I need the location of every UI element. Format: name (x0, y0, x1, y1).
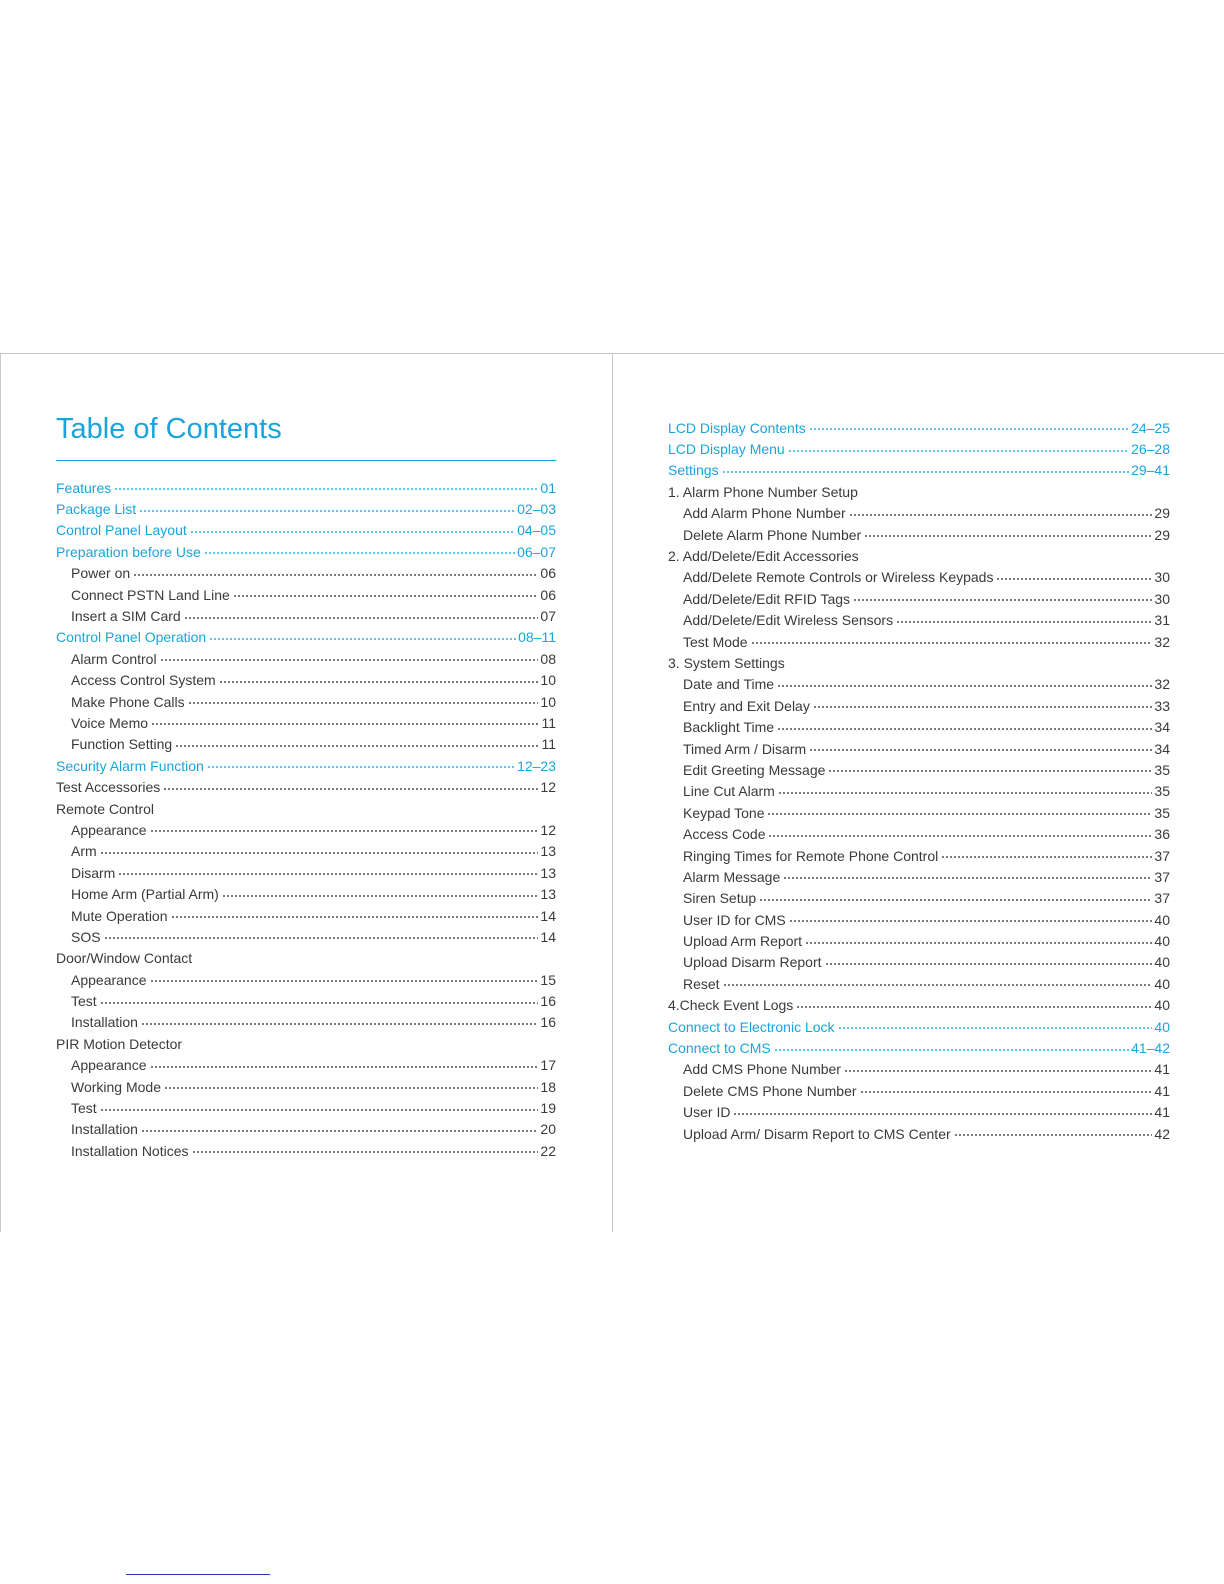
toc-entry[interactable] (56, 1012, 556, 1033)
toc-entry-page: 29 (1154, 526, 1170, 543)
toc-entry-label: Ringing Times for Remote Phone Control (683, 847, 939, 864)
dot-leader (219, 681, 539, 683)
toc-entry-label: Disarm (71, 864, 116, 881)
dot-leader (100, 852, 539, 854)
toc-entry[interactable] (668, 567, 1170, 588)
dot-leader (150, 980, 539, 982)
toc-entry-label: Test (71, 1100, 97, 1117)
toc-entry-label: Backlight Time (683, 719, 775, 736)
toc-entry-label: Delete CMS Phone Number (683, 1082, 857, 1099)
toc-entry[interactable] (668, 995, 1170, 1016)
dot-leader (150, 1066, 539, 1068)
toc-entry-page: 30 (1154, 569, 1170, 586)
toc-entry-label: Security Alarm Function (56, 757, 204, 774)
toc-entry-page: 10 (540, 672, 556, 689)
toc-entry[interactable] (668, 1102, 1170, 1123)
toc-entry-label: Installation Notices (71, 1142, 189, 1159)
toc-entry-label: Alarm Message (683, 868, 781, 885)
toc-entry-label: Access Control System (71, 672, 216, 689)
toc-entry-page: 06 (540, 586, 556, 603)
toc-entry[interactable] (56, 841, 556, 862)
toc-entry[interactable] (668, 460, 1170, 481)
dot-leader (796, 1006, 1152, 1008)
dot-leader (805, 942, 1152, 944)
toc-entry[interactable] (668, 588, 1170, 609)
toc-entry-page: 34 (1154, 740, 1170, 757)
toc-entry-label: Connect to Electronic Lock (668, 1018, 835, 1035)
toc-entry-label: Make Phone Calls (71, 693, 185, 710)
toc-entry-label: Control Panel Operation (56, 629, 207, 646)
toc-entry[interactable] (668, 716, 1170, 737)
toc-entry-page: 18 (540, 1078, 556, 1095)
toc-entry-page: 29 (1154, 505, 1170, 522)
toc-entry[interactable] (668, 481, 1170, 502)
toc-entry-page: 14 (540, 928, 556, 945)
toc-entry-page: 37 (1154, 890, 1170, 907)
toc-entry-page: 24–25 (1131, 419, 1170, 436)
toc-entry-label: Appearance (71, 1057, 147, 1074)
toc-entry[interactable] (668, 610, 1170, 631)
toc-entry-label: Function Setting (71, 736, 173, 753)
toc-entry[interactable] (56, 712, 556, 733)
toc-entry-page: 02–03 (517, 501, 556, 518)
toc-entry-page: 17 (540, 1057, 556, 1074)
toc-entry-label: Add/Delete/Edit Wireless Sensors (683, 612, 894, 629)
dot-leader (151, 723, 539, 725)
toc-entry-label: Mute Operation (71, 907, 168, 924)
toc-entry-page: 40 (1154, 1018, 1170, 1035)
dot-leader (184, 617, 539, 619)
toc-entry[interactable] (56, 498, 556, 519)
dot-leader (733, 1113, 1152, 1115)
toc-entry-page: 35 (1154, 783, 1170, 800)
toc-entry-page: 41 (1154, 1104, 1170, 1121)
toc-entry-page: 22 (540, 1142, 556, 1159)
toc-entry-page: 15 (540, 971, 556, 988)
dot-leader (150, 830, 539, 832)
toc-entry[interactable] (56, 563, 556, 584)
toc-entry[interactable] (668, 738, 1170, 759)
toc-entry[interactable] (668, 438, 1170, 459)
toc-entry-page: 35 (1154, 804, 1170, 821)
dot-leader (813, 706, 1153, 708)
toc-entry[interactable] (668, 417, 1170, 438)
dot-leader (192, 1151, 539, 1153)
toc-entry-label: Preparation before Use (56, 543, 201, 560)
dot-leader (188, 702, 539, 704)
toc-entry-page: 37 (1154, 847, 1170, 864)
toc-entry-label: Timed Arm / Disarm (683, 740, 807, 757)
toc-entry-label: Appearance (71, 971, 147, 988)
dot-leader (100, 1109, 539, 1111)
toc-entry-page: 13 (540, 864, 556, 881)
toc-entry-page: 12–23 (517, 757, 556, 774)
toc-entry[interactable] (56, 520, 556, 541)
toc-entry-label: Package List (56, 501, 137, 518)
toc-entry-page: 37 (1154, 868, 1170, 885)
toc-entry[interactable] (56, 734, 556, 755)
toc-entry-label: 3. System Settings (668, 654, 785, 671)
title-underline (56, 460, 556, 461)
toc-entry-label: Upload Arm/ Disarm Report to CMS Center (683, 1125, 951, 1142)
dot-leader (160, 659, 539, 661)
toc-entry[interactable] (668, 652, 1170, 673)
toc-entry-page: 41 (1154, 1061, 1170, 1078)
toc-entry-page: 16 (540, 993, 556, 1010)
toc-entry[interactable] (668, 781, 1170, 802)
toc-entry[interactable] (668, 631, 1170, 652)
toc-entry-page: 12 (540, 821, 556, 838)
dot-leader (777, 685, 1152, 687)
toc-entry-label: Add CMS Phone Number (683, 1061, 841, 1078)
toc-entry-label: Home Arm (Partial Arm) (71, 886, 219, 903)
toc-entry[interactable] (668, 930, 1170, 951)
toc-entry[interactable] (56, 926, 556, 947)
toc-entry[interactable] (56, 584, 556, 605)
toc-entry[interactable] (56, 1055, 556, 1076)
dot-leader (222, 895, 539, 897)
dot-leader (789, 920, 1153, 922)
dot-leader (860, 1091, 1153, 1093)
toc-entry-label: Insert a SIM Card (71, 608, 181, 625)
toc-entry-page: 32 (1154, 633, 1170, 650)
toc-entry[interactable] (56, 477, 556, 498)
toc-entry-page: 33 (1154, 697, 1170, 714)
toc-entry-page: 08–11 (518, 629, 556, 646)
toc-entry-page: 10 (540, 693, 556, 710)
toc-entry-label: Appearance (71, 821, 147, 838)
toc-entry-label: Control Panel Layout (56, 522, 187, 539)
toc-entry[interactable] (56, 969, 556, 990)
toc-entry[interactable] (668, 695, 1170, 716)
toc-entry-page: 32 (1154, 676, 1170, 693)
dot-leader (783, 877, 1152, 879)
dot-leader (233, 595, 539, 597)
toc-entry-label: Upload Disarm Report (683, 954, 822, 971)
toc-entry-page: 01 (540, 479, 556, 496)
toc-entry[interactable] (668, 866, 1170, 887)
dot-leader (723, 984, 1153, 986)
toc-entry-label: 1. Alarm Phone Number Setup (668, 483, 858, 500)
dot-leader (954, 1134, 1153, 1136)
dot-leader (996, 578, 1152, 580)
toc-entry[interactable] (56, 990, 556, 1011)
book-spread (0, 353, 1224, 1232)
toc-entry[interactable] (56, 605, 556, 626)
toc-entry-label: Add/Delete Remote Controls or Wireless Keypads (683, 569, 994, 586)
toc-entry[interactable] (56, 1076, 556, 1097)
dot-leader (118, 873, 538, 875)
dot-leader (768, 835, 1152, 837)
toc-entry[interactable] (668, 909, 1170, 930)
dot-leader (139, 510, 515, 512)
toc-entry[interactable] (668, 674, 1170, 695)
dot-leader (864, 535, 1152, 537)
toc-entry-label: PIR Motion Detector (56, 1035, 183, 1052)
toc-entry-label: Access Code (683, 826, 766, 843)
toc-entry-label: User ID (683, 1104, 731, 1121)
dot-leader (204, 552, 515, 554)
toc-entry-label: 2. Add/Delete/Edit Accessories (668, 548, 859, 565)
dot-leader (838, 1027, 1153, 1029)
toc-entry[interactable] (56, 1033, 556, 1054)
toc-entry-label: Edit Greeting Message (683, 761, 826, 778)
toc-entry-label: LCD Display Contents (668, 419, 806, 436)
dot-leader (133, 574, 538, 576)
toc-entry-page: 41–42 (1131, 1040, 1170, 1057)
toc-entry-label: Installation (71, 1121, 138, 1138)
toc-entry[interactable] (668, 503, 1170, 524)
dot-leader (809, 428, 1129, 430)
dot-leader (896, 621, 1152, 623)
toc-entry-label: Connect PSTN Land Line (71, 586, 230, 603)
page-divider (612, 354, 613, 1232)
toc-entry-label: Siren Setup (683, 890, 757, 907)
dot-leader (722, 471, 1129, 473)
toc-entry-label: Settings (668, 462, 719, 479)
toc-entry-page: 06–07 (517, 543, 556, 560)
toc-entry-label: 4.Check Event Logs (668, 997, 794, 1014)
toc-entry[interactable] (56, 755, 556, 776)
toc-entry-page: 36 (1154, 826, 1170, 843)
toc-entry-label: Alarm Control (71, 650, 157, 667)
dot-leader (788, 450, 1129, 452)
toc-entry[interactable] (56, 905, 556, 926)
toc-entry-label: Reset (683, 975, 720, 992)
dot-leader (209, 638, 516, 640)
toc-entry-label: Features (56, 479, 112, 496)
toc-entry[interactable] (668, 1123, 1170, 1144)
toc-entry[interactable] (56, 776, 556, 797)
toc-entry-page: 29–41 (1131, 462, 1170, 479)
toc-entry[interactable] (668, 845, 1170, 866)
toc-entry[interactable] (56, 883, 556, 904)
dot-leader (171, 916, 539, 918)
toc-entry[interactable] (56, 648, 556, 669)
toc-entry[interactable] (56, 798, 556, 819)
toc-entry-page: 04–05 (517, 522, 556, 539)
toc-entry-page: 35 (1154, 761, 1170, 778)
toc-entry[interactable] (668, 524, 1170, 545)
dot-leader (853, 599, 1152, 601)
toc-entry-label: Power on (71, 565, 131, 582)
toc-entry-label: Door/Window Contact (56, 950, 193, 967)
dot-leader (849, 514, 1153, 516)
toc-entry[interactable] (668, 1037, 1170, 1058)
toc-entry[interactable] (56, 1119, 556, 1140)
toc-entry-label: Installation (71, 1014, 138, 1031)
dot-leader (774, 1049, 1129, 1051)
toc-entry[interactable] (668, 759, 1170, 780)
dot-leader (100, 1002, 539, 1004)
dot-leader (825, 963, 1153, 965)
toc-entry[interactable] (668, 973, 1170, 994)
dot-leader (751, 642, 1153, 644)
dot-leader (141, 1023, 538, 1025)
toc-entry-page: 40 (1154, 975, 1170, 992)
left-page-edge (0, 354, 1, 1232)
toc-entry[interactable] (56, 691, 556, 712)
toc-entry[interactable] (668, 888, 1170, 909)
toc-entry-page: 31 (1154, 612, 1170, 629)
bottom-link-underline (126, 1574, 270, 1575)
toc-entry-page: 20 (540, 1121, 556, 1138)
dot-leader (759, 899, 1152, 901)
toc-right-column (668, 417, 1170, 1144)
toc-entry[interactable] (56, 627, 556, 648)
toc-entry-page: 40 (1154, 954, 1170, 971)
dot-leader (207, 766, 515, 768)
toc-entry-label: Add Alarm Phone Number (683, 505, 846, 522)
dot-leader (104, 937, 539, 939)
toc-entry[interactable] (56, 862, 556, 883)
toc-entry[interactable] (56, 541, 556, 562)
toc-entry-label: Test Mode (683, 633, 748, 650)
toc-entry-page: 41 (1154, 1082, 1170, 1099)
dot-leader (767, 813, 1152, 815)
toc-entry[interactable] (668, 952, 1170, 973)
toc-entry-page: 40 (1154, 911, 1170, 928)
dot-leader (809, 749, 1152, 751)
toc-entry-label: Test Accessories (56, 779, 161, 796)
toc-entry-page: 26–28 (1131, 441, 1170, 458)
toc-entry-page: 07 (540, 608, 556, 625)
toc-entry[interactable] (56, 1097, 556, 1118)
dot-leader (778, 792, 1153, 794)
dot-leader (164, 1087, 538, 1089)
dot-leader (828, 770, 1152, 772)
toc-entry-page: 34 (1154, 719, 1170, 736)
toc-entry-page: 13 (540, 886, 556, 903)
toc-entry-page: 19 (540, 1100, 556, 1117)
toc-entry-label: LCD Display Menu (668, 441, 785, 458)
dot-leader (190, 531, 515, 533)
toc-entry-label: Arm (71, 843, 97, 860)
dot-leader (114, 488, 538, 490)
toc-entry-page: 14 (540, 907, 556, 924)
toc-entry-page: 13 (540, 843, 556, 860)
dot-leader (777, 728, 1152, 730)
toc-left-column (56, 477, 556, 1162)
toc-entry-label: Test (71, 993, 97, 1010)
toc-entry-page: 40 (1154, 997, 1170, 1014)
toc-entry[interactable] (668, 1080, 1170, 1101)
toc-entry-label: Add/Delete/Edit RFID Tags (683, 590, 851, 607)
toc-entry-label: Keypad Tone (683, 804, 765, 821)
toc-entry-label: Connect to CMS (668, 1040, 771, 1057)
dot-leader (844, 1070, 1152, 1072)
dot-leader (941, 856, 1152, 858)
toc-entry[interactable] (56, 948, 556, 969)
toc-entry-label: Working Mode (71, 1078, 162, 1095)
toc-entry-label: User ID for CMS (683, 911, 786, 928)
toc-entry-label: Line Cut Alarm (683, 783, 775, 800)
toc-entry[interactable] (668, 1016, 1170, 1037)
toc-entry-page: 16 (540, 1014, 556, 1031)
toc-entry-page: 06 (540, 565, 556, 582)
toc-entry[interactable] (668, 545, 1170, 566)
toc-entry[interactable] (668, 1059, 1170, 1080)
toc-entry-page: 40 (1154, 933, 1170, 950)
page-title: Table of Contents (56, 413, 282, 445)
toc-entry[interactable] (668, 802, 1170, 823)
toc-entry-label: Upload Arm Report (683, 933, 803, 950)
toc-entry-label: Date and Time (683, 676, 775, 693)
toc-entry-label: Voice Memo (71, 714, 149, 731)
toc-entry[interactable] (56, 1140, 556, 1161)
dot-leader (141, 1130, 538, 1132)
toc-entry-page: 12 (540, 779, 556, 796)
toc-entry-label: SOS (71, 928, 101, 945)
toc-entry-label: Delete Alarm Phone Number (683, 526, 862, 543)
toc-entry-page: 11 (541, 714, 556, 731)
toc-entry-page: 30 (1154, 590, 1170, 607)
toc-entry-page: 42 (1154, 1125, 1170, 1142)
toc-entry-label: Remote Control (56, 800, 155, 817)
toc-entry[interactable] (56, 670, 556, 691)
toc-entry[interactable] (56, 819, 556, 840)
dot-leader (163, 788, 538, 790)
toc-entry[interactable] (668, 823, 1170, 844)
toc-entry-label: Entry and Exit Delay (683, 697, 810, 714)
dot-leader (175, 745, 539, 747)
toc-entry-page: 08 (540, 650, 556, 667)
toc-entry-page: 11 (541, 736, 556, 753)
